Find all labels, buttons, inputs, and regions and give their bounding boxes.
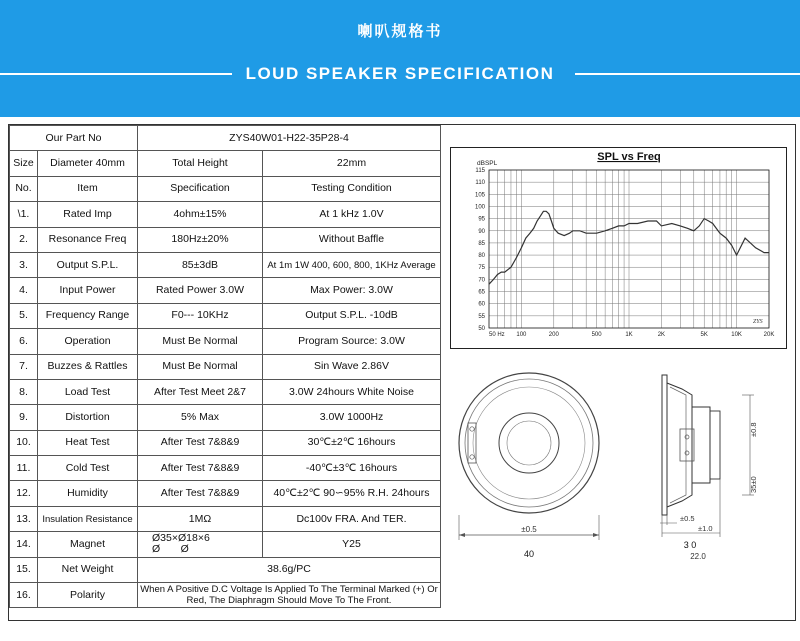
spec-cell-cond: At 1 kHz 1.0V xyxy=(263,202,441,227)
weight-row xyxy=(10,557,441,582)
spec-cell-no: 5. xyxy=(10,303,38,328)
spec-cell-no: 12. xyxy=(10,481,38,506)
spec-cell-cond: 30℃±2℃ 16hours xyxy=(263,430,441,455)
speaker-drawings xyxy=(442,365,795,575)
header-banner xyxy=(0,0,800,117)
spec-row xyxy=(10,379,441,404)
total-height-value: 22mm xyxy=(263,151,441,176)
side-dim-tolerance-2: ±1.0 xyxy=(698,524,713,533)
chart-ytick-label: 50 xyxy=(478,326,485,332)
chart-corner-note: ZYS xyxy=(753,319,763,325)
spec-cell-no: \1. xyxy=(10,202,38,227)
chart-ytick-label: 80 xyxy=(478,253,485,260)
front-dim-diameter: 40 xyxy=(523,549,535,559)
spec-cell-spec: 1MΩ xyxy=(138,506,263,531)
chart-ytick-label: 75 xyxy=(478,265,485,272)
spec-table xyxy=(9,125,441,608)
spec-cell-spec: After Test 7&8&9 xyxy=(138,481,263,506)
spec-cell-no: 4. xyxy=(10,278,38,303)
spec-sheet xyxy=(8,124,796,621)
spec-cell-item: Frequency Range xyxy=(38,303,138,328)
spec-row xyxy=(10,405,441,430)
spec-cell-spec: 5% Max xyxy=(138,405,263,430)
spec-cell-cond: Without Baffle xyxy=(263,227,441,252)
polarity-no: 16. xyxy=(10,583,38,608)
chart-xtick-label: 1K xyxy=(625,332,633,338)
spec-cell-spec: F0--- 10KHz xyxy=(138,303,263,328)
spec-cell-no: 13. xyxy=(10,506,38,531)
spl-chart-svg xyxy=(451,148,786,348)
spec-cell-cond: Sin Wave 2.86V xyxy=(263,354,441,379)
spec-row xyxy=(10,532,441,557)
spec-row xyxy=(10,456,441,481)
chart-ylabel: dBSPL xyxy=(477,160,498,167)
diameter-value: Diameter 40mm xyxy=(38,151,138,176)
chart-ytick-label: 110 xyxy=(475,180,485,187)
spec-cell-spec: After Test Meet 2&7 xyxy=(138,379,263,404)
spec-cell-spec: 85±3dB xyxy=(138,252,263,277)
spec-cell-no: 7. xyxy=(10,354,38,379)
spec-cell-cond: Y25 xyxy=(263,532,441,557)
chart-ytick-label: 100 xyxy=(474,204,485,211)
spec-cell-item: Output S.P.L. xyxy=(38,252,138,277)
size-label: Size xyxy=(10,151,38,176)
spec-cell-item: Resonance Freq xyxy=(38,227,138,252)
chart-xtick-label: 5K xyxy=(700,332,708,338)
spec-cell-item: Input Power xyxy=(38,278,138,303)
spec-cell-no: 6. xyxy=(10,329,38,354)
total-height-label: Total Height xyxy=(138,151,263,176)
spec-cell-cond: Program Source: 3.0W xyxy=(263,329,441,354)
spec-cell-cond: At 1m 1W 400, 600, 800, 1KHz Average xyxy=(263,252,441,277)
chart-ytick-label: 90 xyxy=(478,228,485,235)
spec-cell-item: Cold Test xyxy=(38,456,138,481)
spec-cell-spec: After Test 7&8&9 xyxy=(138,456,263,481)
spec-cell-no: 9. xyxy=(10,405,38,430)
spec-row xyxy=(10,481,441,506)
spec-cell-item: Heat Test xyxy=(38,430,138,455)
header-spec: Specification xyxy=(138,176,263,201)
spec-cell-spec: Ø35×Ø18×6 Ø Ø xyxy=(138,532,263,557)
part-no-label: Our Part No xyxy=(10,126,138,151)
spec-row xyxy=(10,506,441,531)
chart-ytick-label: 65 xyxy=(478,289,485,296)
spec-cell-cond: -40℃±3℃ 16hours xyxy=(263,456,441,481)
weight-no: 15. xyxy=(10,557,38,582)
side-dim-22: 22.0 xyxy=(690,552,706,561)
spec-row xyxy=(10,202,441,227)
chart-ytick-label: 115 xyxy=(475,168,485,174)
spec-cell-cond: 3.0W 1000Hz xyxy=(263,405,441,430)
spec-cell-spec: 4ohm±15% xyxy=(138,202,263,227)
spec-cell-spec: 180Hz±20% xyxy=(138,227,263,252)
spec-row xyxy=(10,227,441,252)
spec-cell-item: Insulation Resistance xyxy=(38,506,138,531)
spec-cell-item: Load Test xyxy=(38,379,138,404)
spl-chart xyxy=(450,147,787,349)
spec-row xyxy=(10,303,441,328)
spec-cell-no: 8. xyxy=(10,379,38,404)
chart-xtick-label: 10K xyxy=(731,332,742,338)
spec-cell-no: 14. xyxy=(10,532,38,557)
spec-cell-item: Operation xyxy=(38,329,138,354)
chart-ytick-label: 70 xyxy=(478,277,485,284)
chart-title: SPL vs Freq xyxy=(597,151,661,163)
weight-label: Net Weight xyxy=(38,557,138,582)
spec-cell-item: Rated Imp xyxy=(38,202,138,227)
side-dim-tolerance: ±0.5 xyxy=(680,514,695,523)
spec-row xyxy=(10,329,441,354)
chart-xtick-label: 200 xyxy=(548,332,559,338)
spec-cell-spec: Must Be Normal xyxy=(138,354,263,379)
spec-cell-item: Distortion xyxy=(38,405,138,430)
spec-cell-spec: Must Be Normal xyxy=(138,329,263,354)
chart-ytick-label: 105 xyxy=(474,192,485,199)
spec-row xyxy=(10,278,441,303)
spec-row xyxy=(10,430,441,455)
title-cn: 喇叭规格书 xyxy=(357,23,443,40)
spec-cell-item: Humidity xyxy=(38,481,138,506)
header-cond: Testing Condition xyxy=(263,176,441,201)
spec-cell-item: Buzzes & Rattles xyxy=(38,354,138,379)
front-view-drawing xyxy=(459,373,599,540)
spec-cell-spec: Rated Power 3.0W xyxy=(138,278,263,303)
header-item: Item xyxy=(38,176,138,201)
spec-cell-no: 11. xyxy=(10,456,38,481)
spec-row xyxy=(10,354,441,379)
polarity-label: Polarity xyxy=(38,583,138,608)
spec-cell-cond: Output S.P.L. -10dB xyxy=(263,303,441,328)
spec-cell-spec: After Test 7&8&9 xyxy=(138,430,263,455)
polarity-value: When A Positive D.C Voltage Is Applied To The Terminal Marked (+) Or Red, The Diaphragm Should Move To The Front. xyxy=(138,583,441,608)
chart-xtick-label: 500 xyxy=(591,332,602,338)
chart-xtick-label: 2K xyxy=(657,332,666,338)
chart-ytick-label: 85 xyxy=(478,240,485,247)
spec-cell-cond: 3.0W 24hours White Noise xyxy=(263,379,441,404)
spec-cell-cond: Max Power: 3.0W xyxy=(263,278,441,303)
spec-cell-cond: 40℃±2℃ 90∽95% R.H. 24hours xyxy=(263,481,441,506)
spec-cell-no: 3. xyxy=(10,252,38,277)
chart-ytick-label: 95 xyxy=(478,216,485,223)
spec-cell-item: Magnet xyxy=(38,532,138,557)
chart-ytick-label: 55 xyxy=(478,313,485,320)
weight-value: 38.6g/PC xyxy=(138,557,441,582)
title-divider-right xyxy=(575,73,800,75)
chart-xtick-label: 100 xyxy=(516,332,527,338)
title-en: LOUD SPEAKER SPECIFICATION xyxy=(245,64,555,83)
chart-xtick-label: 50 Hz xyxy=(489,332,505,338)
spec-row xyxy=(10,252,441,277)
chart-ytick-label: 60 xyxy=(478,301,485,308)
part-no-value: ZYS40W01-H22-35P28-4 xyxy=(138,126,441,151)
polarity-row xyxy=(10,583,441,608)
chart-xtick-label: 20K xyxy=(763,332,775,338)
front-dim-tolerance: ±0.5 xyxy=(521,525,537,534)
right-panel xyxy=(442,125,795,620)
header-no: No. xyxy=(10,176,38,201)
spec-cell-cond: Dc100v FRA. And TER. xyxy=(263,506,441,531)
side-view-drawing xyxy=(660,375,754,537)
side-dim-height: ±0.8 xyxy=(749,422,758,437)
spec-cell-no: 10. xyxy=(10,430,38,455)
side-dim-30: 3 0 xyxy=(683,540,697,550)
side-dim-magnet: 35±0 xyxy=(749,476,758,493)
spec-cell-no: 2. xyxy=(10,227,38,252)
